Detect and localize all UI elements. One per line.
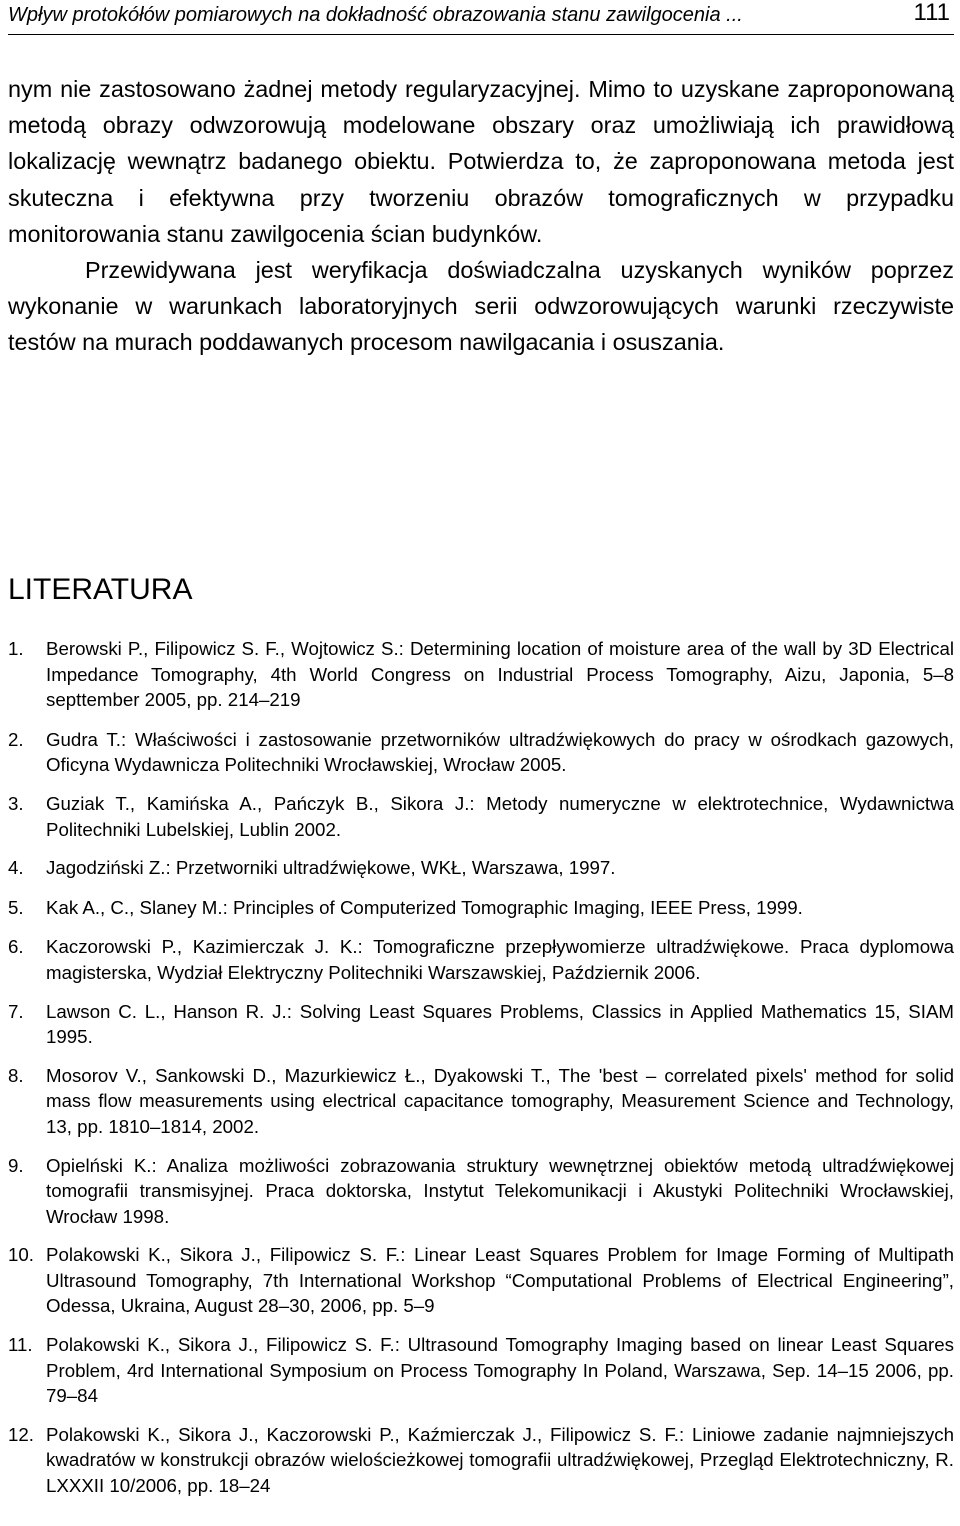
page-number: 111 (913, 0, 950, 26)
reference-authors: Polakowski K., Sikora J., Filipowicz S. F. (46, 1334, 395, 1356)
reference-item (8, 636, 954, 713)
reference-text: : Analiza możliwości zobrazowania struktury wewnętrznej obiektów metodą ultradźwiękowej tomografii transmisyjnej. Praca doktorska, Instytut Telekomunikacji i Akustyki Politechniki Wrocławskiej, Wrocław 1998. (46, 1154, 954, 1227)
reference-text: : Linear Least Squares Problem for Image Forming of Multipath Ultrasound Tomography, 7th International Workshop “Computational Problems of Electrical Engineering”, Odessa, Ukraina, August 28–30, 2006, pp. 5–9 (46, 1244, 955, 1317)
reference-text: : Przetworniki ultradźwiękowe, WKŁ, Warszawa, 1997. (165, 857, 616, 879)
reference-text: : Solving Least Squares Problems, Classics in Applied Mathematics 15, SIAM 1995. (46, 1000, 954, 1048)
reference-number: 7. (8, 1000, 24, 1022)
reference-authors: Polakowski K., Sikora J., Filipowicz S. F. (46, 1244, 401, 1266)
section-title: LITERATURA (8, 573, 193, 606)
reference-number: 6. (8, 936, 24, 958)
reference-item (8, 1332, 954, 1409)
paragraph: Przewidywana jest weryfikacja doświadczalna uzyskanych wyników poprzez wykonanie w warunkach laboratoryjnych serii odwzorowujących warunki rzeczywiste testów na murach poddawanych procesom nawilgacania i osuszania. (8, 257, 954, 356)
reference-authors: Gudra T. (46, 728, 121, 750)
reference-text: : Metody numeryczne w elektrotechnice, Wydawnictwa Politechniki Lubelskiej, Lublin 2002. (46, 792, 954, 840)
reference-authors: Opielński K. (46, 1154, 152, 1176)
running-title: Wpływ protokółów pomiarowych na dokładność obrazowania stanu zawilgocenia ... (8, 4, 743, 26)
running-header (8, 0, 954, 35)
reference-item (8, 999, 954, 1050)
reference-item (8, 727, 954, 778)
reference-item (8, 1063, 954, 1140)
reference-item (8, 934, 954, 985)
reference-number: 9. (8, 1154, 24, 1176)
body-text (8, 71, 954, 361)
reference-number: 8. (8, 1064, 24, 1086)
reference-authors: Kak A., C., Slaney M. (46, 896, 223, 918)
reference-authors: Berowski P., Filipowicz S. F., Wojtowicz S. (46, 638, 399, 659)
reference-number: 12. (8, 1423, 34, 1445)
reference-text: : Tomograficzne przepływomierze ultradźwiękowe. Praca dyplomowa magisterska, Wydział Elektryczny Politechniki Warszawskiej, Październik 2006. (46, 936, 955, 983)
reference-authors: Jagodziński Z. (46, 857, 166, 879)
reference-number: 5. (8, 896, 24, 918)
reference-authors: Kaczorowski P., Kazimierczak J. K. (46, 936, 358, 958)
reference-number: 1. (8, 638, 24, 659)
reference-text: : Ultrasound Tomography Imaging based on linear Least Squares Problem, 4rd International Symposium on Process Tomography In Poland, Warszawa, Sep. 14–15 2006, pp. 79–84 (46, 1334, 954, 1407)
reference-list (8, 636, 954, 1499)
reference-item (8, 1422, 954, 1499)
reference-item (8, 855, 954, 881)
reference-number: 11. (8, 1334, 33, 1356)
reference-number: 3. (8, 792, 24, 814)
reference-item (8, 1242, 954, 1319)
reference-number: 2. (8, 728, 24, 750)
reference-authors: Mosorov V., Sankowski D., Mazurkiewicz Ł., Dyakowski T. (46, 1064, 546, 1086)
reference-text: : Właściwości i zastosowanie przetworników ultradźwiękowych do pracy w ośrodkach gazowych, Oficyna Wydawnicza Politechniki Wrocławskiej, Wrocław 2005. (46, 728, 954, 776)
reference-text: : Principles of Computerized Tomographic Imaging, IEEE Press, 1999. (222, 896, 803, 918)
reference-item (8, 791, 954, 842)
reference-number: 10. (8, 1244, 34, 1266)
reference-text: , The 'best – correlated pixels' method for solid mass flow measurements using electrical capacitance tomography, Measurement Science and Technology, 13, pp. 1810–1814, 2002. (46, 1064, 954, 1137)
reference-authors: Guziak T., Kamińska A., Pańczyk B., Sikora J. (46, 792, 470, 814)
reference-authors: Lawson C. L., Hanson R. J. (46, 1000, 287, 1022)
reference-item (8, 895, 954, 921)
reference-authors: Polakowski K., Sikora J., Kaczorowski P., Kaźmierczak J., Filipowicz S. F. (46, 1423, 679, 1445)
reference-text: : Liniowe zadanie najmniejszych kwadratów w konstrukcji obrazów wielościeżkowej tomografii ultradźwiękowej, Przegląd Elektrotechniczny, R. LXXXII 10/2006, pp. 18–24 (46, 1423, 954, 1497)
paragraph: nym nie zastosowano żadnej metody regularyzacyjnej. Mimo to uzyskane zaproponowaną metodą obrazy odwzorowują modelowane obszary oraz umożliwiają ich prawidłową lokalizację wewnątrz badanego obiektu. Potwierdza to, że zaproponowana metoda jest skuteczna i efektywna przy tworzeniu obrazów tomograficznych w przypadku monitorowania stanu zawilgocenia ścian budynków. (8, 76, 954, 247)
reference-item (8, 1153, 954, 1230)
reference-number: 4. (8, 857, 24, 879)
reference-text: : Determining location of moisture area of the wall by 3D Electrical Impedance Tomography, 4th World Congress on Industrial Process Tomography, Aizu, Japonia, 5–8 septtember 2005, pp. 214–219 (46, 638, 954, 711)
